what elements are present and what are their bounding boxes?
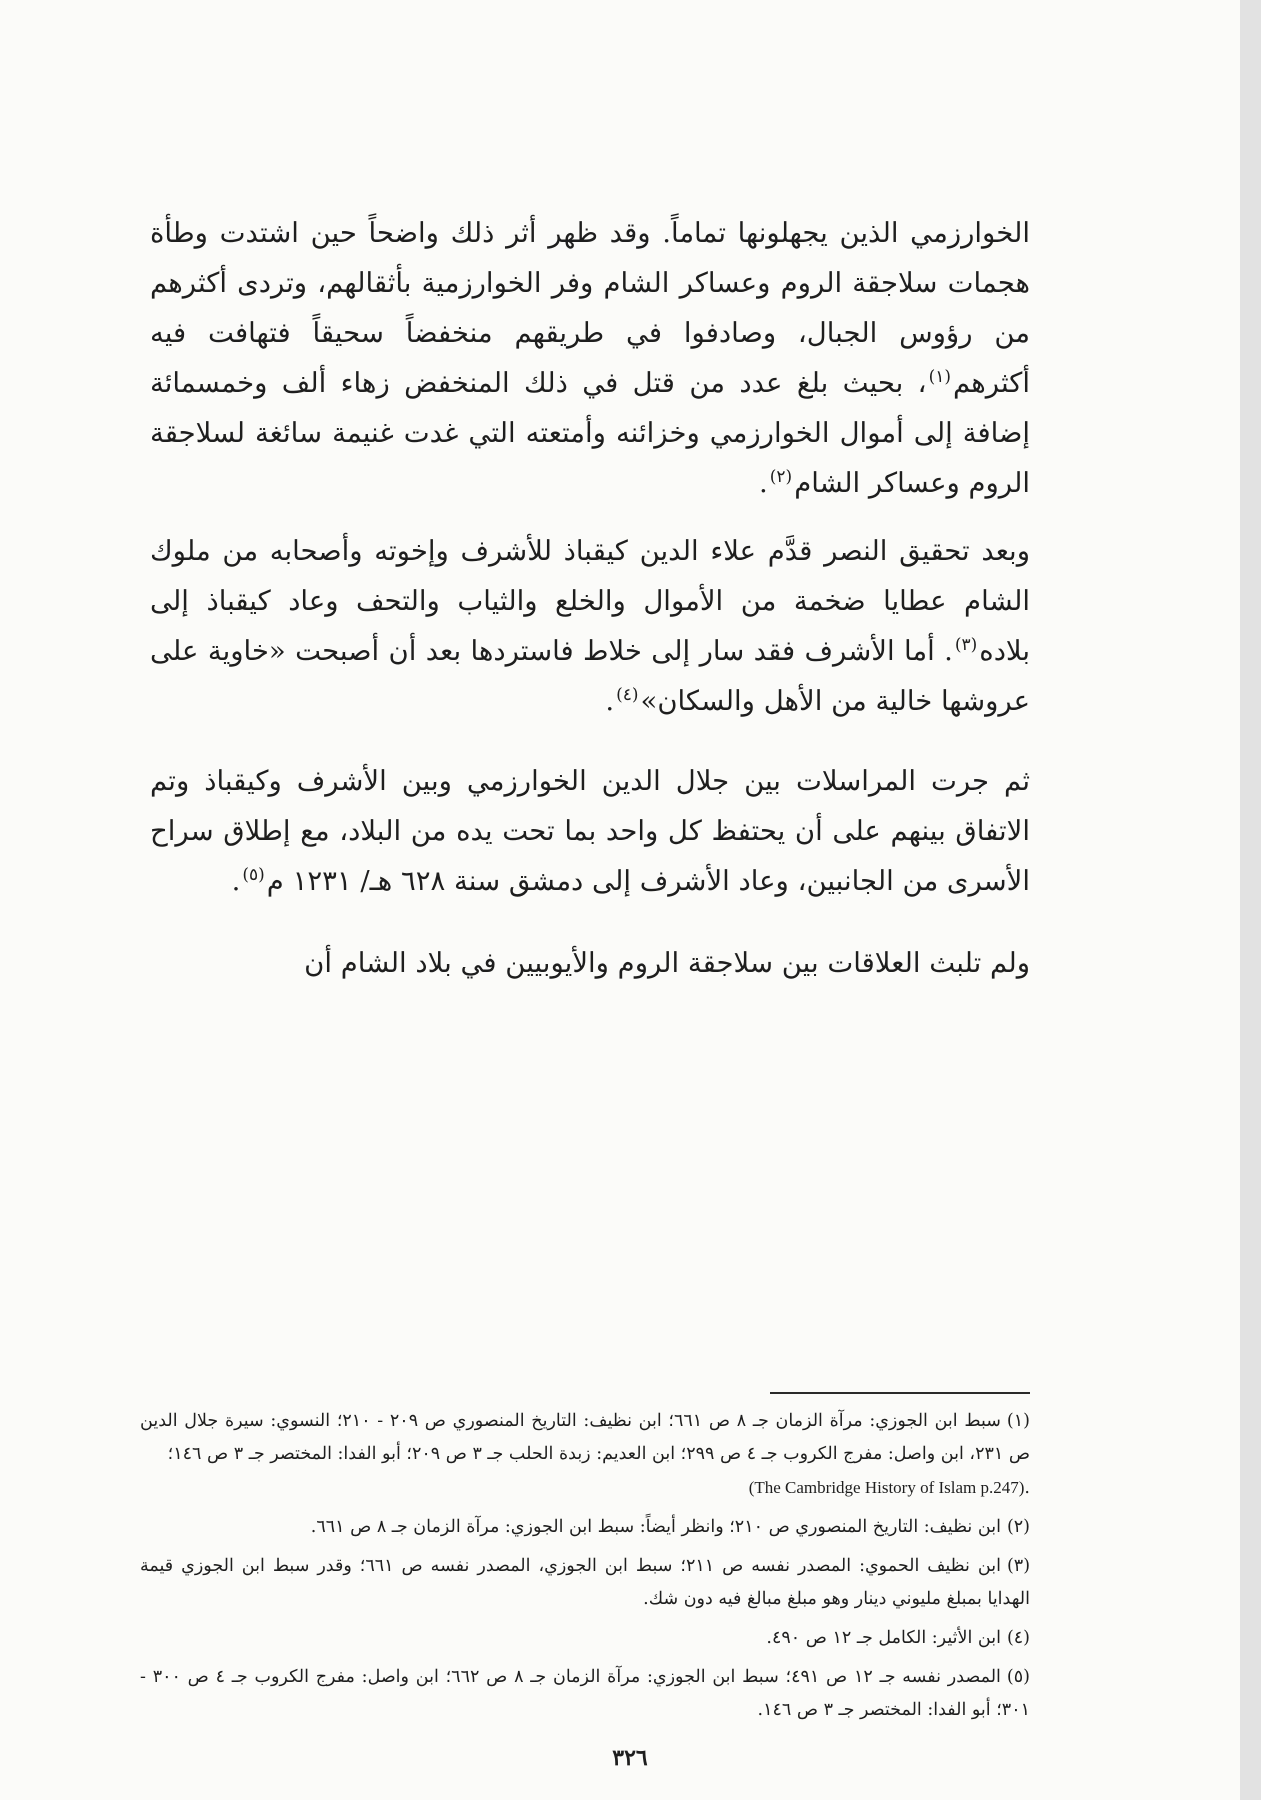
footnote-ref-4[interactable]: (٤): [616, 684, 639, 705]
footnote-number: (٥): [1006, 1667, 1030, 1687]
footnote-5: [140, 1661, 1030, 1727]
footnote-ref-5[interactable]: (٥): [242, 864, 265, 885]
footnote-text: ابن نظيف: التاريخ المنصوري ص ٢١٠؛ وانظر أيضاً: سبط ابن الجوزي: مرآة الزمان جـ ٨ ص ٦٦١.: [310, 1517, 1001, 1537]
paragraph-2-text-a: وبعد تحقيق النصر قدَّم علاء الدين كيقباذ للأشرف وإخوته وأصحابه من ملوك الشام عطايا ضخمة من الأموال والخلع والثياب والتحف وعاد كيقباذ إلى بلاده: [150, 535, 1030, 667]
footnote-ref-1[interactable]: (١): [928, 366, 951, 387]
footnote-number: (٢): [1006, 1517, 1030, 1537]
page-edge: [1240, 0, 1261, 1800]
paragraph-3-text-b: .: [231, 865, 241, 897]
footnote-latin-citation: (The Cambridge History of Islam p.247): [748, 1478, 1025, 1497]
footnote-suffix: .: [1024, 1478, 1030, 1498]
page-number: ٣٢٦: [612, 1745, 648, 1771]
footnote-number: (٣): [1006, 1556, 1031, 1576]
paragraph-1-text-a: الخوارزمي الذين يجهلونها تماماً. وقد ظهر أثر ذلك واضحاً حين اشتدت وطأة هجمات سلاجقة الروم وعساكر الشام وفر الخوارزمية بأثقالهم، وتردى أكثرهم من رؤوس الجبال، وصادفوا في طريقهم منخفضاً سحيقاً فتهافت فيه أكثرهم: [150, 217, 1030, 399]
footnote-4: [140, 1622, 1030, 1655]
footnote-2: [140, 1511, 1030, 1544]
paragraph-4: [150, 938, 1030, 988]
paragraph-2: [150, 526, 1030, 726]
footnote-number: (٤): [1006, 1628, 1030, 1648]
body-text: [150, 208, 1030, 988]
footnote-3: [140, 1550, 1030, 1616]
footnote-ref-3[interactable]: (٣): [954, 634, 978, 655]
paragraph-1: [150, 208, 1030, 508]
footnote-number: (١): [1006, 1411, 1030, 1431]
footnote-text: سبط ابن الجوزي: مرآة الزمان جـ ٨ ص ٦٦١؛ ابن نظيف: التاريخ المنصوري ص ٢٠٩ - ٢١٠؛ النسوي: سيرة جلال الدين ص ٢٣١، ابن واصل: مفرج الكروب جـ ٤ ص ٢٩٩؛ ابن العديم: زبدة الحلب جـ ٣ ص ٢٠٩؛ أبو الفدا: المختصر جـ ٣ ص ١٤٦؛: [140, 1411, 1030, 1464]
footnote-text: ابن نظيف الحموي: المصدر نفسه ص ٢١١؛ سبط ابن الجوزي، المصدر نفسه ص ٦٦١؛ وقدر سبط ابن الجوزي قيمة الهدايا بمبلغ مليوني دينار وهو مبلغ مبالغ فيه دون شك.: [140, 1556, 1030, 1609]
paragraph-3-text-a: ثم جرت المراسلات بين جلال الدين الخوارزمي وبين الأشرف وكيقباذ وتم الاتفاق بينهم على أن يحتفظ كل واحد بما تحت يده من البلاد، مع إطلاق سراح الأسرى من الجانبين، وعاد الأشرف إلى دمشق سنة ٦٢٨ هـ/ ١٢٣١ م: [150, 765, 1030, 897]
paragraph-1-text-b: ، بحيث بلغ عدد من قتل في ذلك المنخفض زهاء ألف وخمسمائة إضافة إلى أموال الخوارزمي وخزائنه وأمتعته التي غدت غنيمة سائغة لسلاجقة الروم وعساكر الشام: [150, 367, 1030, 499]
footnote-ref-2[interactable]: (٢): [769, 466, 793, 487]
paragraph-4-text-a: ولم تلبث العلاقات بين سلاجقة الروم والأيوبيين في بلاد الشام أن: [304, 947, 1030, 979]
paragraph-3: [150, 756, 1030, 906]
footnote-separator: [770, 1392, 1030, 1394]
footnote-text: ابن الأثير: الكامل جـ ١٢ ص ٤٩٠.: [766, 1628, 1001, 1648]
footnotes: [140, 1405, 1030, 1733]
footnote-1: [140, 1405, 1030, 1505]
paragraph-2-text-c: .: [605, 685, 615, 717]
paragraph-1-text-c: .: [759, 467, 768, 499]
paragraph-2-text-b: . أما الأشرف فقد سار إلى خلاط فاستردها بعد أن أصبحت «خاوية على عروشها خالية من الأهل والسكان»: [150, 635, 1030, 717]
footnote-text: المصدر نفسه جـ ١٢ ص ٤٩١؛ سبط ابن الجوزي: مرآة الزمان جـ ٨ ص ٦٦٢؛ ابن واصل: مفرج الكروب جـ ٤ ص ٣٠٠ - ٣٠١؛ أبو الفدا: المختصر جـ ٣ ص ١٤٦.: [140, 1667, 1030, 1720]
